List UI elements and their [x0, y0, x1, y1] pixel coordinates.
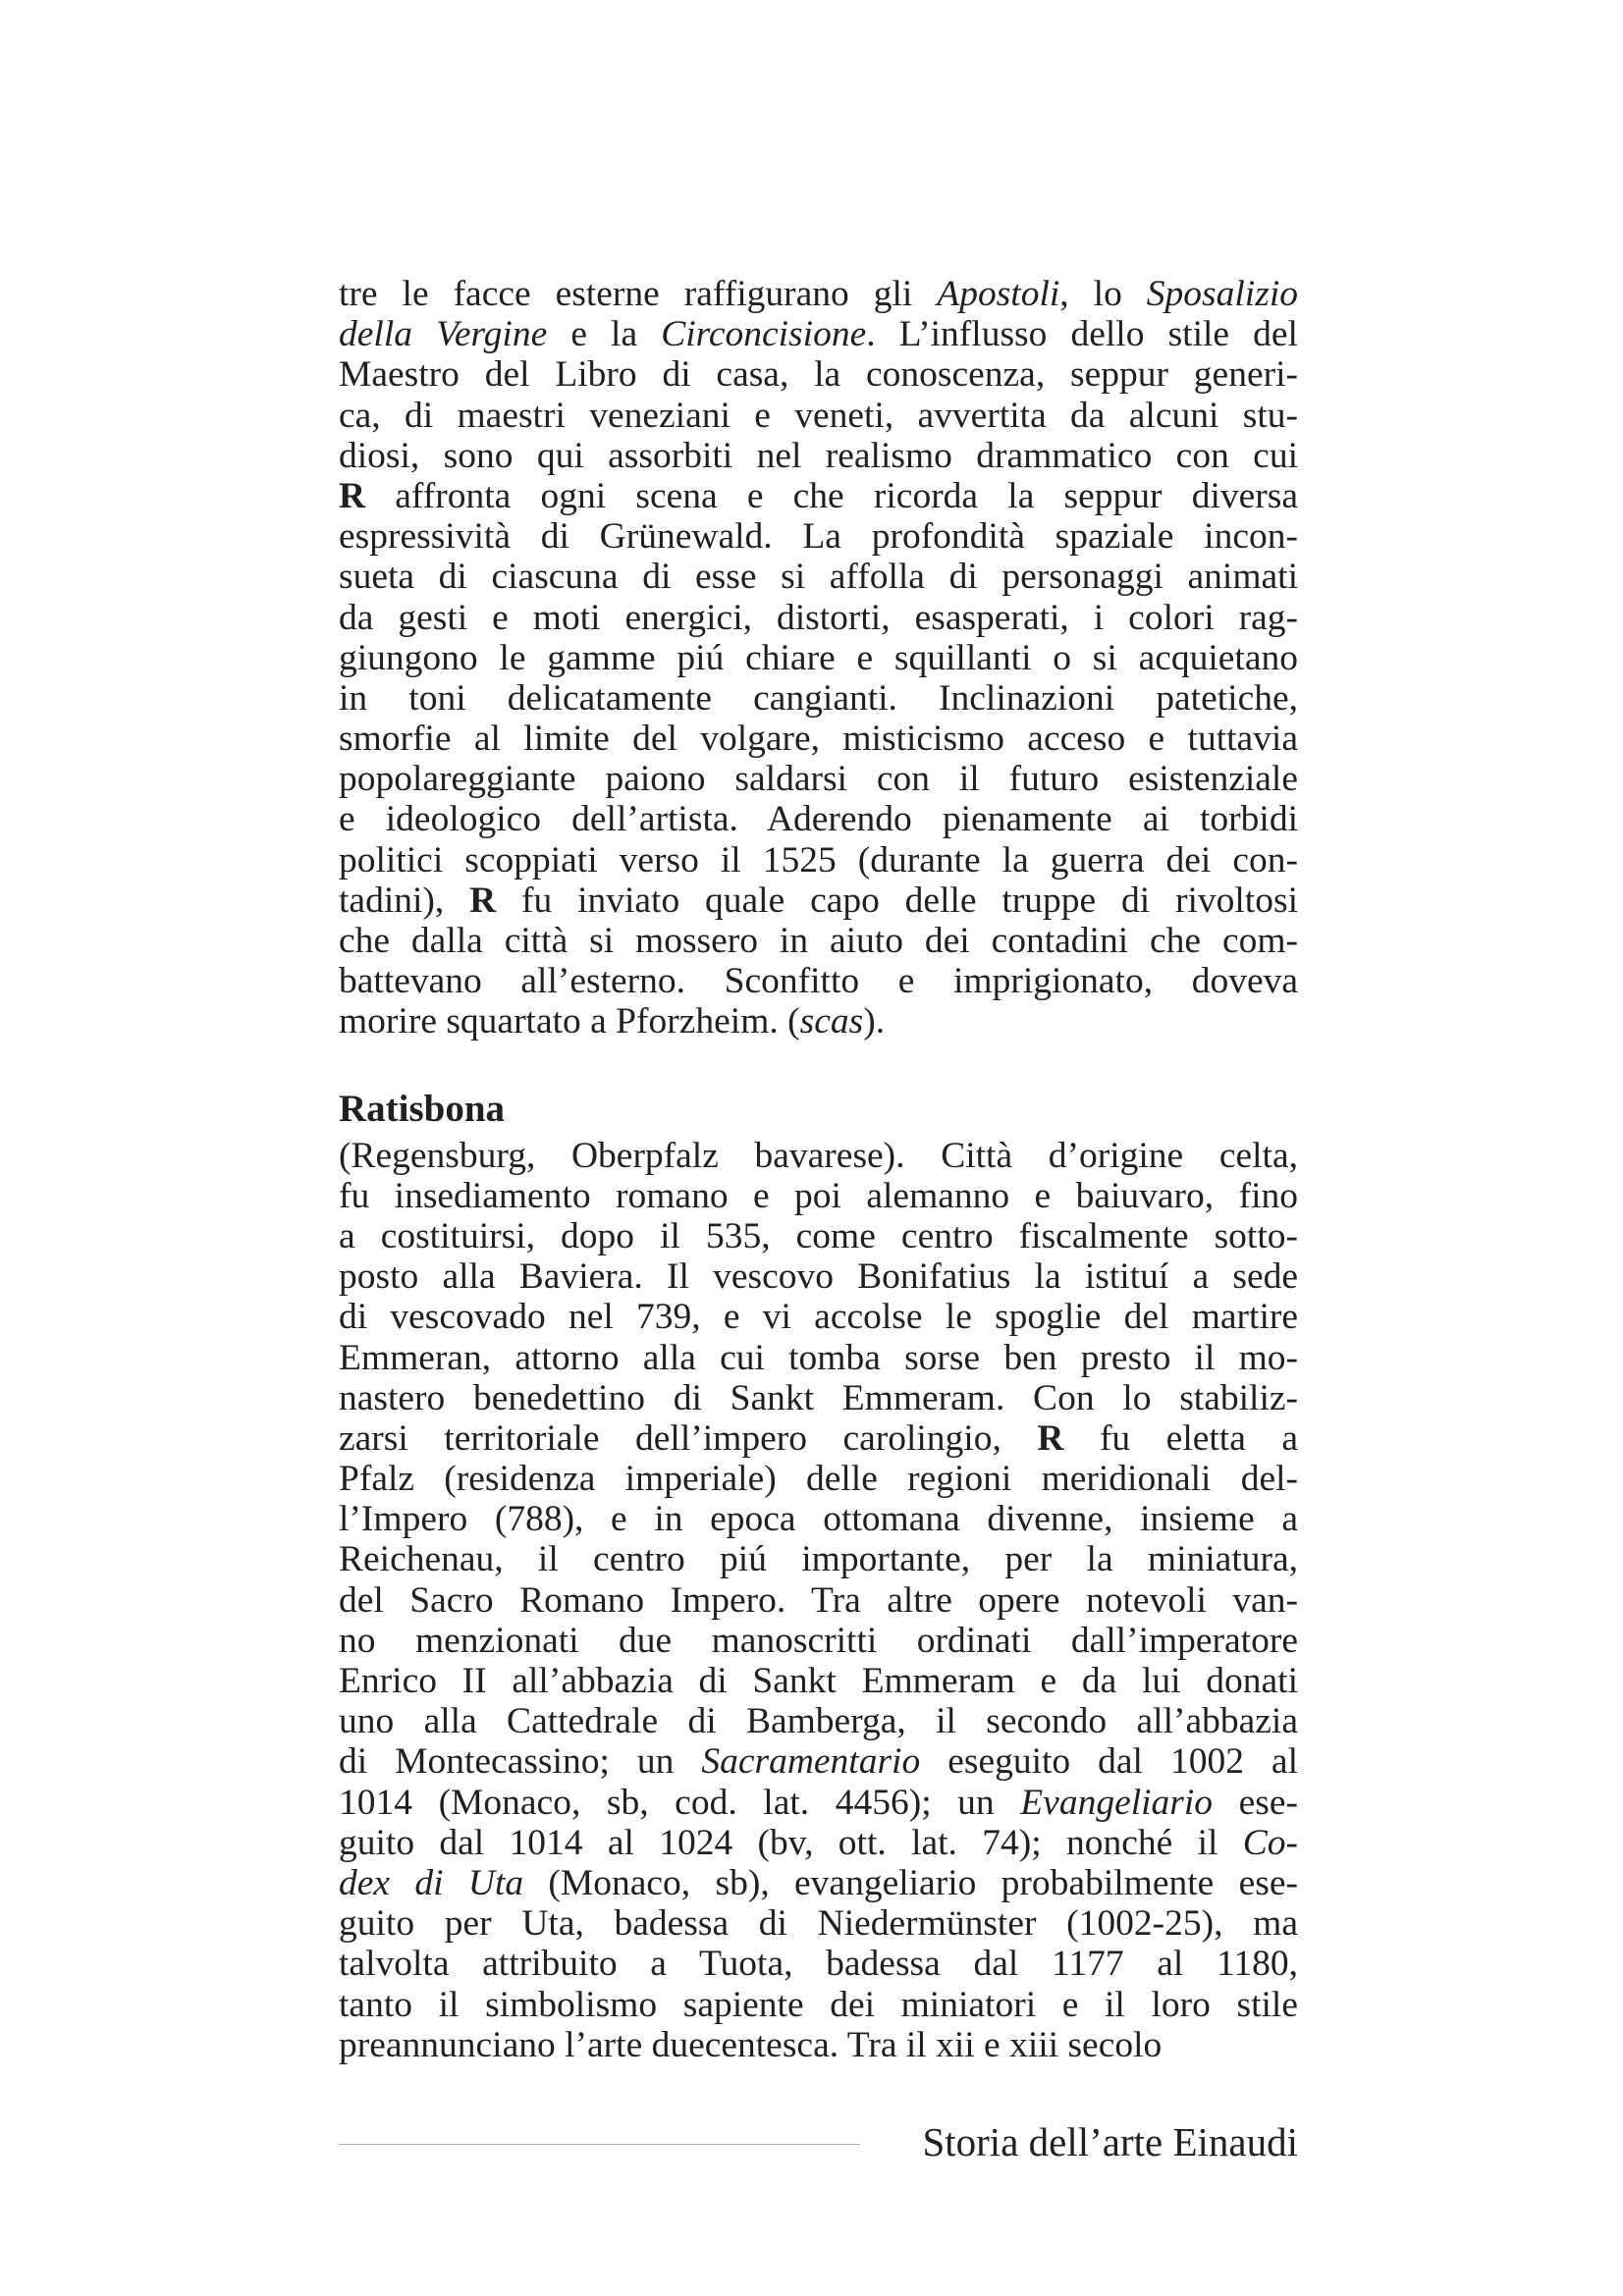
text-segment: Reichenau, il centro piú importante, per la miniatura,	[339, 1539, 1298, 1580]
text-segment: giungono le gamme piú chiare e squillanti o si acquietano	[339, 637, 1298, 678]
text-line	[339, 921, 1298, 961]
text-line	[339, 1001, 1298, 1041]
text-segment: nastero benedettino di Sankt Emmeram. Con lo stabiliz-	[339, 1377, 1298, 1418]
text-segment: Enrico II all’abbazia di Sankt Emmeram e da lui donati	[339, 1661, 1298, 1701]
text-segment: eseguito dal 1002 al	[920, 1741, 1298, 1783]
text-line	[339, 1378, 1298, 1418]
text-segment: fu insediamento romano e poi alemanno e baiuvaro, fino	[339, 1175, 1298, 1216]
text-line	[339, 1944, 1298, 1984]
text-segment: no menzionati due manoscritti ordinati dall’imperatore	[339, 1620, 1298, 1661]
text-line	[339, 1539, 1298, 1579]
text-line	[339, 1216, 1298, 1256]
text-segment: . L’influsso dello stile del	[866, 314, 1298, 355]
text-segment: del Sacro Romano Impero. Tra altre opere notevoli van-	[339, 1579, 1298, 1621]
italic-text: Evangeliario	[1020, 1782, 1214, 1823]
bold-text: R	[1037, 1417, 1064, 1459]
text-segment: , lo	[1059, 274, 1147, 314]
text-segment: guito per Uta, badessa di Niedermünster (1002-25), ma	[339, 1903, 1298, 1945]
text-segment: guito dal 1014 al 1024 (bv, ott. lat. 74); nonché il	[339, 1822, 1243, 1863]
text-line	[339, 516, 1298, 557]
text-segment: sueta di ciascuna di esse si affolla di personaggi animati	[339, 557, 1298, 598]
text-segment: ca, di maestri veneziani e veneti, avvertita da alcuni stu-	[339, 395, 1298, 436]
italic-text: della Vergine	[339, 314, 548, 355]
text-line	[339, 961, 1298, 1001]
text-segment: morire squartato a Pforzheim. (	[339, 1001, 800, 1042]
text-line	[339, 799, 1298, 839]
text-line	[339, 476, 1298, 516]
text-segment: Maestro del Libro di casa, la conoscenza, seppur generi-	[339, 354, 1298, 396]
text-line	[339, 314, 1298, 354]
footer-title: Storia dell’arte Einaudi	[922, 2119, 1298, 2164]
bold-text: R	[469, 880, 497, 921]
text-line	[339, 759, 1298, 799]
text-line	[339, 1459, 1298, 1499]
text-segment: tanto il simbolismo sapiente dei miniatori e il loro stile	[339, 1984, 1298, 2025]
text-segment: a costituirsi, dopo il 535, come centro fiscalmente sotto-	[339, 1215, 1298, 1256]
text-line	[339, 1701, 1298, 1741]
text-line	[339, 719, 1298, 759]
text-line	[339, 1661, 1298, 1701]
text-segment: Pfalz (residenza imperiale) delle regioni meridionali del-	[339, 1459, 1298, 1500]
italic-text: dex di Uta	[339, 1862, 524, 1903]
text-line	[339, 354, 1298, 395]
text-segment: diosi, sono qui assorbiti nel realismo drammatico con cui	[339, 435, 1298, 476]
text-line	[339, 2025, 1298, 2065]
text-segment: e la	[547, 314, 662, 355]
text-column	[339, 274, 1298, 2065]
text-segment: 1014 (Monaco, sb, cod. lat. 4456); un	[339, 1782, 1021, 1823]
text-segment: battevano all’esterno. Sconfitto e imprigionato, doveva	[339, 961, 1298, 1002]
text-line	[339, 274, 1298, 314]
text-segment: fu inviato quale capo delle truppe di rivoltosi	[496, 880, 1298, 921]
text-segment: da gesti e moti energici, distorti, esasperati, i colori rag-	[339, 597, 1298, 638]
text-line	[339, 1256, 1298, 1297]
text-line	[339, 1621, 1298, 1661]
text-segment: talvolta attribuito a Tuota, badessa dal 1177 al 1180,	[339, 1944, 1298, 1985]
text-segment: posto alla Baviera. Il vescovo Bonifatius la istituí a sede	[339, 1256, 1298, 1298]
text-segment: uno alla Cattedrale di Bamberga, il secondo all’abbazia	[339, 1701, 1298, 1742]
text-segment: affronta ogni scena e che ricorda la seppur diversa	[365, 475, 1298, 516]
text-line	[339, 1783, 1298, 1823]
entry-title: Ratisbona	[339, 1087, 506, 1130]
text-line	[339, 881, 1298, 921]
text-line	[339, 436, 1298, 476]
text-line	[339, 1418, 1298, 1459]
text-segment: l’Impero (788), e in epoca ottomana divenne, insieme a	[339, 1499, 1298, 1540]
italic-text: Sposalizio	[1146, 274, 1298, 314]
text-segment: Emmeran, attorno alla cui tomba sorse ben presto il mo-	[339, 1337, 1298, 1378]
footer-rule	[339, 2144, 860, 2145]
text-line	[339, 1297, 1298, 1337]
italic-text: Co-	[1242, 1822, 1298, 1863]
italic-text: Apostoli	[937, 274, 1060, 314]
text-line	[339, 678, 1298, 719]
text-segment: popolareggiante paiono saldarsi con il futuro esistenziale	[339, 759, 1298, 800]
text-segment: in toni delicatamente cangianti. Inclinazioni patetiche,	[339, 677, 1298, 719]
text-line	[339, 598, 1298, 638]
text-segment: preannunciano l’arte duecentesca. Tra il xii e xiii secolo	[339, 2024, 1163, 2065]
italic-text: scas	[799, 1001, 864, 1042]
intro-paragraph	[339, 274, 1298, 1042]
text-segment: smorfie al limite del volgare, misticismo acceso e tuttavia	[339, 719, 1298, 760]
text-line	[339, 1823, 1298, 1863]
text-line	[339, 1338, 1298, 1378]
text-segment: (Monaco, sb), evangeliario probabilmente ese-	[523, 1862, 1298, 1903]
text-line	[339, 557, 1298, 597]
page-footer	[339, 2112, 1298, 2171]
text-line	[339, 1741, 1298, 1782]
text-segment: di vescovado nel 739, e vi accolse le spoglie del martire	[339, 1297, 1298, 1338]
text-segment: di Montecassino; un	[339, 1741, 702, 1783]
text-segment: tre le facce esterne raffigurano gli	[339, 274, 938, 314]
bold-text: R	[339, 475, 366, 516]
text-segment: zarsi territoriale dell’impero carolingio,	[339, 1417, 1038, 1459]
text-segment: ).	[863, 1001, 886, 1042]
text-line	[339, 396, 1298, 436]
entry-paragraph	[339, 1136, 1298, 2065]
italic-text: Sacramentario	[701, 1741, 921, 1783]
text-line	[339, 1580, 1298, 1621]
text-segment: e ideologico dell’artista. Aderendo pienamente ai torbidi	[339, 799, 1298, 840]
text-segment: ese-	[1213, 1782, 1299, 1823]
text-segment: espressività di Grünewald. La profondità spaziale incon-	[339, 516, 1298, 558]
text-segment: tadini),	[339, 880, 470, 921]
text-line	[339, 1985, 1298, 2025]
text-line	[339, 1499, 1298, 1539]
text-line	[339, 1863, 1298, 1903]
text-line	[339, 638, 1298, 678]
text-segment: che dalla città si mossero in aiuto dei contadini che com-	[339, 921, 1298, 961]
text-segment: fu eletta a	[1063, 1417, 1299, 1459]
text-segment: (Regensburg, Oberpfalz bavarese). Città d’origine celta,	[339, 1135, 1298, 1176]
text-line	[339, 1136, 1298, 1176]
text-line	[339, 1176, 1298, 1216]
italic-text: Circoncisione	[661, 314, 867, 355]
text-segment: politici scoppiati verso il 1525 (durante la guerra dei con-	[339, 839, 1298, 881]
text-line	[339, 1903, 1298, 1944]
text-line	[339, 840, 1298, 881]
